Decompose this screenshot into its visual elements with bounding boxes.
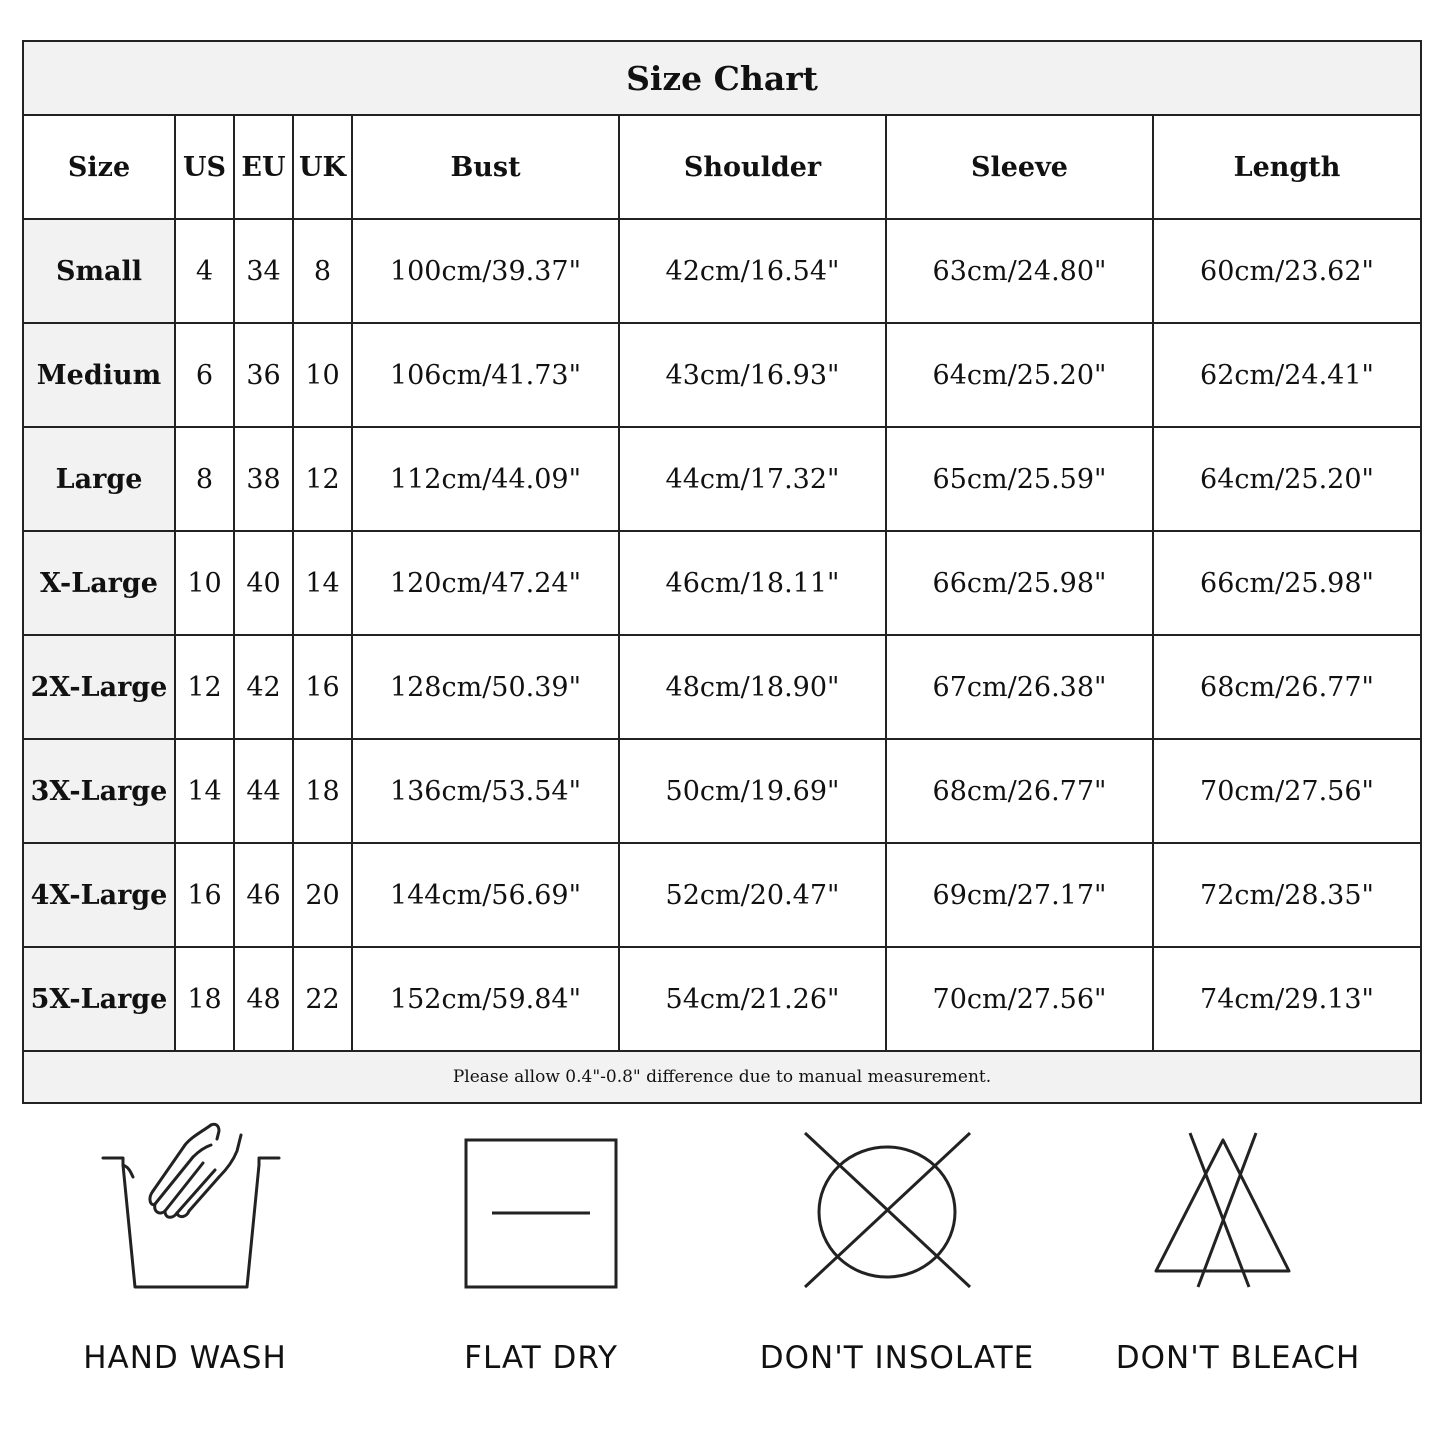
table-row	[23, 531, 1421, 635]
column-header: Size	[23, 115, 175, 219]
sleeve-cell: 64cm/25.20"	[886, 323, 1153, 427]
care-label: FLAT DRY	[464, 1340, 618, 1376]
sleeve-cell: 66cm/25.98"	[886, 531, 1153, 635]
bust-cell: 100cm/39.37"	[352, 219, 619, 323]
uk-cell: 10	[293, 323, 352, 427]
uk-cell: 18	[293, 739, 352, 843]
length-cell: 66cm/25.98"	[1153, 531, 1421, 635]
uk-cell: 16	[293, 635, 352, 739]
shoulder-cell: 42cm/16.54"	[619, 219, 886, 323]
us-cell: 4	[175, 219, 234, 323]
eu-cell: 44	[234, 739, 293, 843]
care-item-flat-dry	[361, 1115, 721, 1405]
uk-cell: 22	[293, 947, 352, 1051]
us-cell: 16	[175, 843, 234, 947]
bust-cell: 106cm/41.73"	[352, 323, 619, 427]
column-header: Sleeve	[886, 115, 1153, 219]
table-row	[23, 947, 1421, 1051]
sleeve-cell: 65cm/25.59"	[886, 427, 1153, 531]
do-not-bleach-icon	[1058, 1115, 1418, 1335]
table-row	[23, 739, 1421, 843]
care-label: DON'T INSOLATE	[759, 1340, 1035, 1376]
bust-cell: 136cm/53.54"	[352, 739, 619, 843]
eu-cell: 34	[234, 219, 293, 323]
bust-cell: 120cm/47.24"	[352, 531, 619, 635]
size-cell: 2X-Large	[23, 635, 175, 739]
shoulder-cell: 54cm/21.26"	[619, 947, 886, 1051]
care-item-hand-wash	[5, 1115, 365, 1405]
measurement-note: Please allow 0.4"-0.8" difference due to manual measurement.	[23, 1051, 1421, 1103]
us-cell: 10	[175, 531, 234, 635]
size-rows	[23, 219, 1421, 1103]
flat-dry-icon	[361, 1115, 721, 1335]
care-label: DON'T BLEACH	[1115, 1340, 1361, 1376]
size-cell: 5X-Large	[23, 947, 175, 1051]
table-row	[23, 635, 1421, 739]
length-cell: 60cm/23.62"	[1153, 219, 1421, 323]
shoulder-cell: 48cm/18.90"	[619, 635, 886, 739]
shoulder-cell: 46cm/18.11"	[619, 531, 886, 635]
size-cell: 4X-Large	[23, 843, 175, 947]
us-cell: 8	[175, 427, 234, 531]
length-cell: 74cm/29.13"	[1153, 947, 1421, 1051]
eu-cell: 40	[234, 531, 293, 635]
length-cell: 68cm/26.77"	[1153, 635, 1421, 739]
bust-cell: 144cm/56.69"	[352, 843, 619, 947]
bust-cell: 112cm/44.09"	[352, 427, 619, 531]
shoulder-cell: 50cm/19.69"	[619, 739, 886, 843]
size-cell: 3X-Large	[23, 739, 175, 843]
size-cell: Small	[23, 219, 175, 323]
us-cell: 6	[175, 323, 234, 427]
us-cell: 12	[175, 635, 234, 739]
table-row	[23, 323, 1421, 427]
table-row	[23, 427, 1421, 531]
eu-cell: 36	[234, 323, 293, 427]
size-cell: Large	[23, 427, 175, 531]
us-cell: 14	[175, 739, 234, 843]
uk-cell: 14	[293, 531, 352, 635]
bust-cell: 152cm/59.84"	[352, 947, 619, 1051]
chart-title: Size Chart	[23, 41, 1421, 115]
eu-cell: 48	[234, 947, 293, 1051]
size-chart-table	[22, 40, 1422, 1104]
length-cell: 62cm/24.41"	[1153, 323, 1421, 427]
eu-cell: 46	[234, 843, 293, 947]
length-cell: 70cm/27.56"	[1153, 739, 1421, 843]
sleeve-cell: 69cm/27.17"	[886, 843, 1153, 947]
column-header: Length	[1153, 115, 1421, 219]
bust-cell: 128cm/50.39"	[352, 635, 619, 739]
length-cell: 72cm/28.35"	[1153, 843, 1421, 947]
sleeve-cell: 63cm/24.80"	[886, 219, 1153, 323]
shoulder-cell: 52cm/20.47"	[619, 843, 886, 947]
care-instructions	[0, 1115, 1445, 1415]
shoulder-cell: 43cm/16.93"	[619, 323, 886, 427]
do-not-insolate-icon	[717, 1115, 1077, 1335]
size-cell: X-Large	[23, 531, 175, 635]
sleeve-cell: 70cm/27.56"	[886, 947, 1153, 1051]
uk-cell: 20	[293, 843, 352, 947]
column-header: UK	[293, 115, 352, 219]
uk-cell: 8	[293, 219, 352, 323]
column-header: Bust	[352, 115, 619, 219]
column-header: Shoulder	[619, 115, 886, 219]
us-cell: 18	[175, 947, 234, 1051]
hand-wash-icon	[5, 1115, 365, 1335]
care-item-do-not-bleach	[1058, 1115, 1418, 1405]
size-cell: Medium	[23, 323, 175, 427]
table-row	[23, 843, 1421, 947]
eu-cell: 38	[234, 427, 293, 531]
shoulder-cell: 44cm/17.32"	[619, 427, 886, 531]
eu-cell: 42	[234, 635, 293, 739]
sleeve-cell: 67cm/26.38"	[886, 635, 1153, 739]
sleeve-cell: 68cm/26.77"	[886, 739, 1153, 843]
care-item-do-not-insolate	[717, 1115, 1077, 1405]
header-row	[23, 115, 1421, 219]
length-cell: 64cm/25.20"	[1153, 427, 1421, 531]
care-label: HAND WASH	[83, 1340, 287, 1376]
column-header: EU	[234, 115, 293, 219]
uk-cell: 12	[293, 427, 352, 531]
table-row	[23, 219, 1421, 323]
column-header: US	[175, 115, 234, 219]
